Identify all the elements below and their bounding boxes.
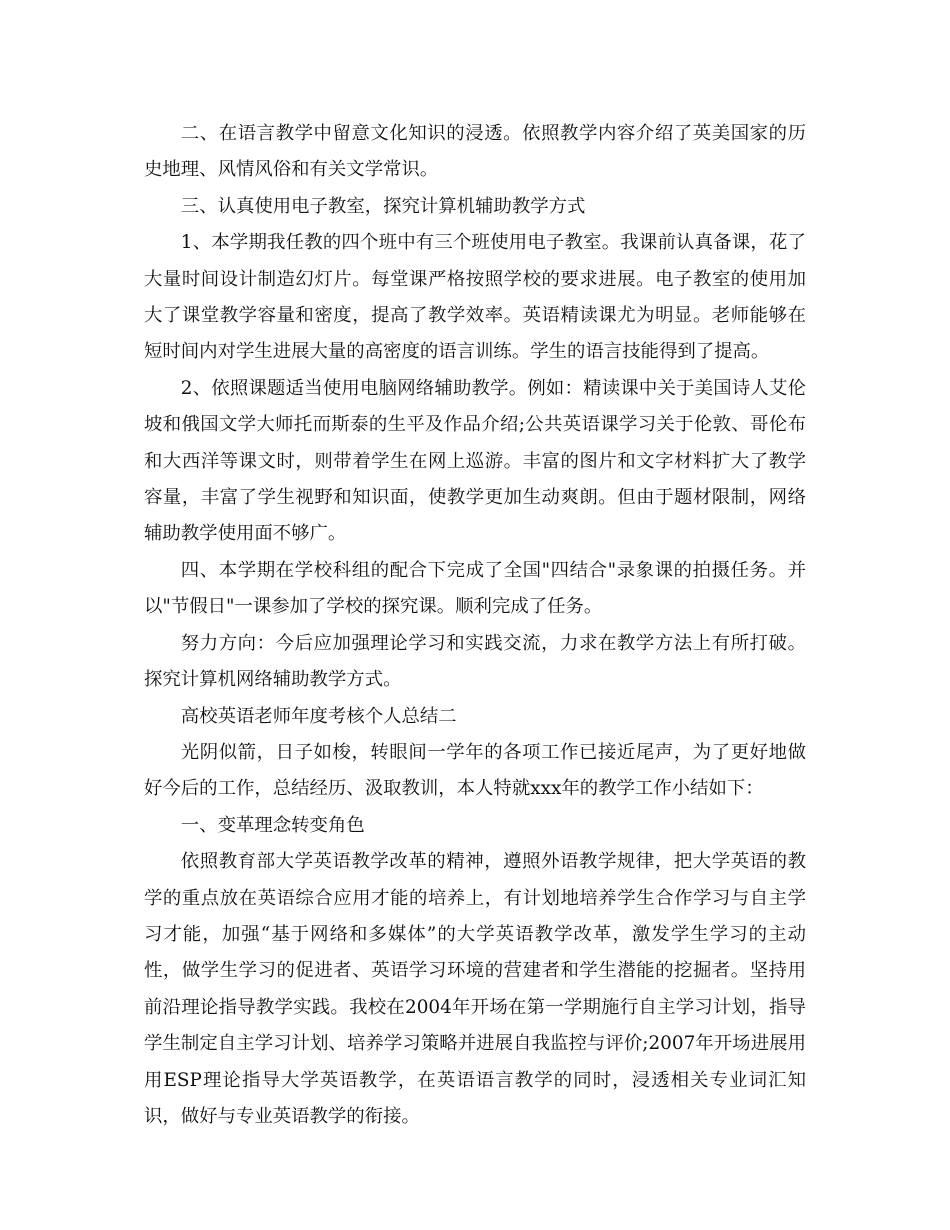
paragraph-section-four-recording: 四、本学期在学校科组的配合下完成了全国"四结合"录象课的拍摄任务。并以"节假日"一课参加了学校的探究课。顺利完成了任务。: [144, 559, 806, 618]
paragraph-future-direction: 努力方向：今后应加强理论学习和实践交流，力求在教学方法上有所打破。探究计算机网络辅助教学方式。: [144, 632, 806, 691]
paragraph-section-two-culture: 二、在语言教学中留意文化知识的浸透。依照教学内容介绍了英美国家的历史地理、风情风俗和有关文学常识。: [144, 123, 806, 181]
paragraph-summary-two-title: 高校英语老师年度考核个人总结二: [180, 705, 457, 727]
paragraph-section-three-heading: 三、认真使用电子教室，探究计算机辅助教学方式: [180, 195, 586, 217]
paragraph-reform-details: 依照教育部大学英语教学改革的精神，遵照外语教学规律，把大学英语的教学的重点放在英语综合应用才能的培养上，有计划地培养学生合作学习与自主学习才能，加强“基于网络和多媒体”的大学英语教学改革，激发学生学习的主动性，做学生学习的促进者、英语学习环境的营建者和学生潜能的挖掘者。坚持用前沿理论指导教学实践。我校在2004年开场在第一学期施行自主学习计划，指导学生制定自主学习计划、培养学习策略并进展自我监控与评价;2007年开场进展用用ESP理论指导大学英语教学，在英语语言教学的同时，浸透相关专业词汇知识，做好与专业英语教学的衔接。: [144, 851, 806, 1127]
document-page: [144, 116, 806, 1135]
paragraph-item-one-electronic-classroom: 1、本学期我任教的四个班中有三个班使用电子教室。我课前认真备课，花了大量时间设计制造幻灯片。每堂课严格按照学校的要求进展。电子教室的使用加大了课堂教学容量和密度，提高了教学效率。英语精读课尤为明显。老师能够在短时间内对学生进展大量的高密度的语言训练。学生的语言技能得到了提高。: [144, 232, 806, 363]
paragraph-section-one-heading: 一、变革理念转变角色: [180, 814, 365, 836]
paragraph-item-two-network-teaching: 2、依照课题适当使用电脑网络辅助教学。例如：精读课中关于美国诗人艾伦坡和俄国文学大师托而斯泰的生平及作品介绍;公共英语课学习关于伦敦、哥伦布和大西洋等课文时，则带着学生在网上巡游。丰富的图片和文字材料扩大了教学容量，丰富了学生视野和知识面，使教学更加生动爽朗。但由于题材限制，网络辅助教学使用面不够广。: [144, 377, 806, 545]
paragraph-summary-intro: 光阴似箭，日子如梭，转眼间一学年的各项工作已接近尾声，为了更好地做好今后的工作，总结经历、汲取教训，本人特就xxx年的教学工作小结如下：: [144, 741, 806, 800]
